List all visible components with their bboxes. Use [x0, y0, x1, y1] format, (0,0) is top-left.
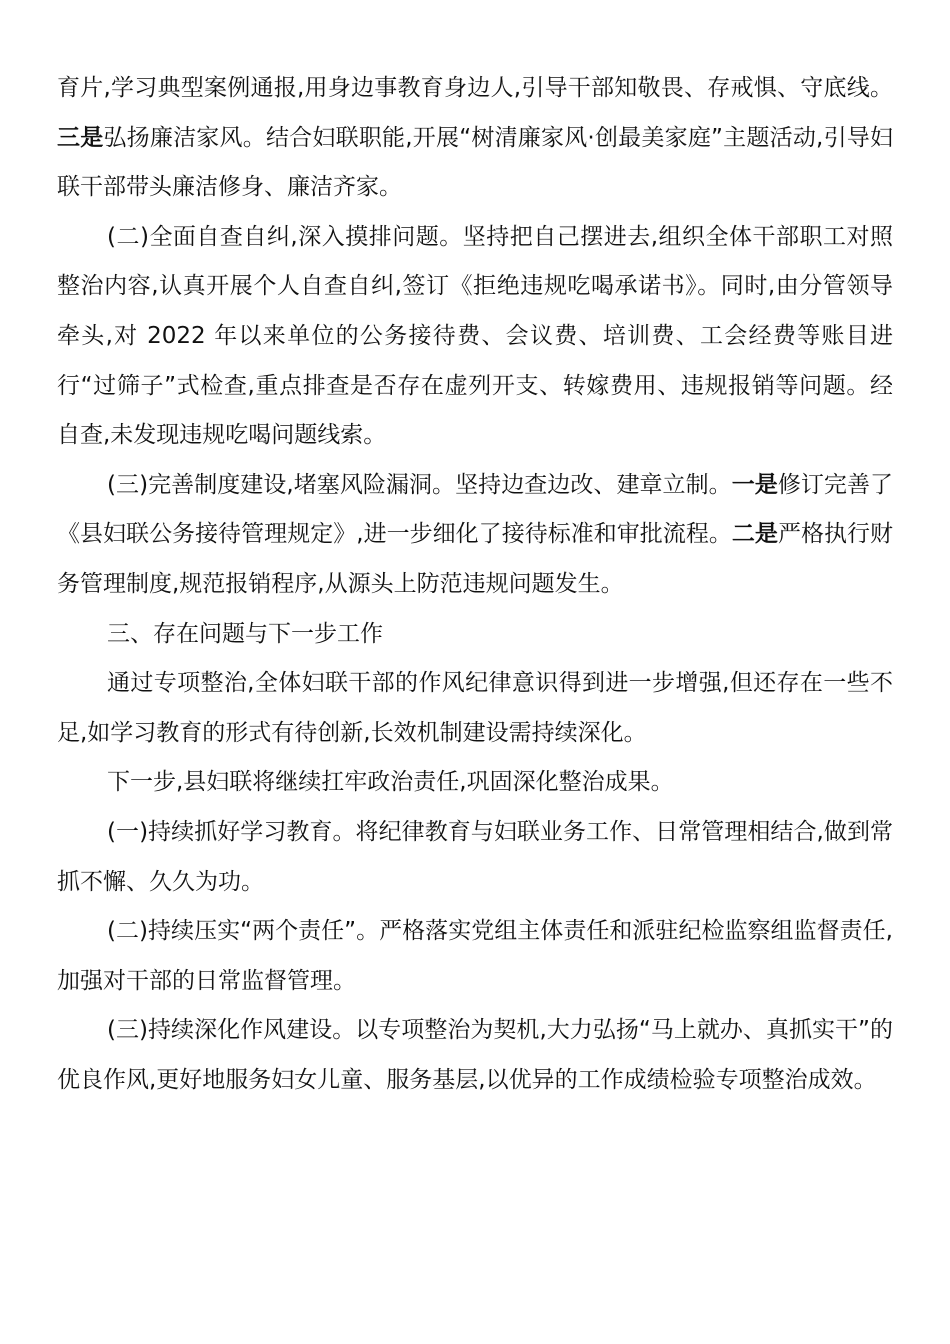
section-heading-text: 三、存在问题与下一步工作 — [107, 620, 383, 647]
paragraph-8 — [57, 907, 893, 1006]
paragraph-9 — [57, 1006, 893, 1105]
emphasis-label: 一是 — [731, 471, 778, 498]
emphasis-label: 三是 — [57, 124, 104, 151]
paragraph-1 — [57, 64, 893, 213]
paragraph-text: 严格执行财务管理制度,规范报销程序,从源头上防范违规问题发生。 — [57, 521, 894, 597]
section-heading — [57, 610, 893, 660]
paragraph-2 — [57, 213, 893, 461]
paragraph-text: 育片,学习典型案例通报,用身边事教育身边人,引导干部知敬畏、存戒惧、守底线。 — [57, 75, 893, 101]
paragraph-text: (三)完善制度建设,堵塞风险漏洞。坚持边查边改、建章立制。 — [107, 471, 732, 498]
paragraph-text: (二)全面自查自纠,深入摸排问题。坚持把自己摆进去,组织全体干部职工对照整治内容,认真开展个人自查自纠,签订《拒绝违规吃喝承诺书》。同时,由分管领导牵头,对 2022 年以来单位的公务接待费、会议费、培训费、工会经费等账目进行“过筛子”式检查,重点排查是否存在虚列开支、转嫁费用、违规报销等问题。经自查,未发现违规吃喝问题线索。 — [57, 223, 893, 449]
paragraph-text: (三)持续深化作风建设。以专项整治为契机,大力弘扬“马上就办、真抓实干”的优良作风,更好地服务妇女儿童、服务基层,以优异的工作成绩检验专项整治成效。 — [57, 1017, 893, 1093]
emphasis-label: 二是 — [731, 521, 778, 548]
paragraph-text: 通过专项整治,全体妇联干部的作风纪律意识得到进一步增强,但还存在一些不足,如学习教育的形式有待创新,长效机制建设需持续深化。 — [57, 670, 893, 746]
paragraph-text: (一)持续抓好学习教育。将纪律教育与妇联业务工作、日常管理相结合,做到常抓不懈、久久为功。 — [57, 818, 893, 895]
paragraph-5 — [57, 659, 893, 758]
paragraph-text: 弘扬廉洁家风。结合妇联职能,开展“树清廉家风·创最美家庭”主题活动,引导妇联干部带头廉洁修身、廉洁齐家。 — [57, 124, 894, 201]
document-page — [57, 64, 893, 1105]
paragraph-6 — [57, 758, 893, 808]
paragraph-text: 下一步,县妇联将继续扛牢政治责任,巩固深化整治成果。 — [107, 769, 674, 796]
paragraph-text: (二)持续压实“两个责任”。严格落实党组主体责任和派驻纪检监察组监督责任,加强对干部的日常监督管理。 — [57, 918, 893, 994]
paragraph-text: 修订完善了《县妇联公务接待管理规定》,进一步细化了接待标准和审批流程。 — [57, 471, 894, 548]
paragraph-3 — [57, 461, 893, 610]
paragraph-7 — [57, 808, 893, 907]
